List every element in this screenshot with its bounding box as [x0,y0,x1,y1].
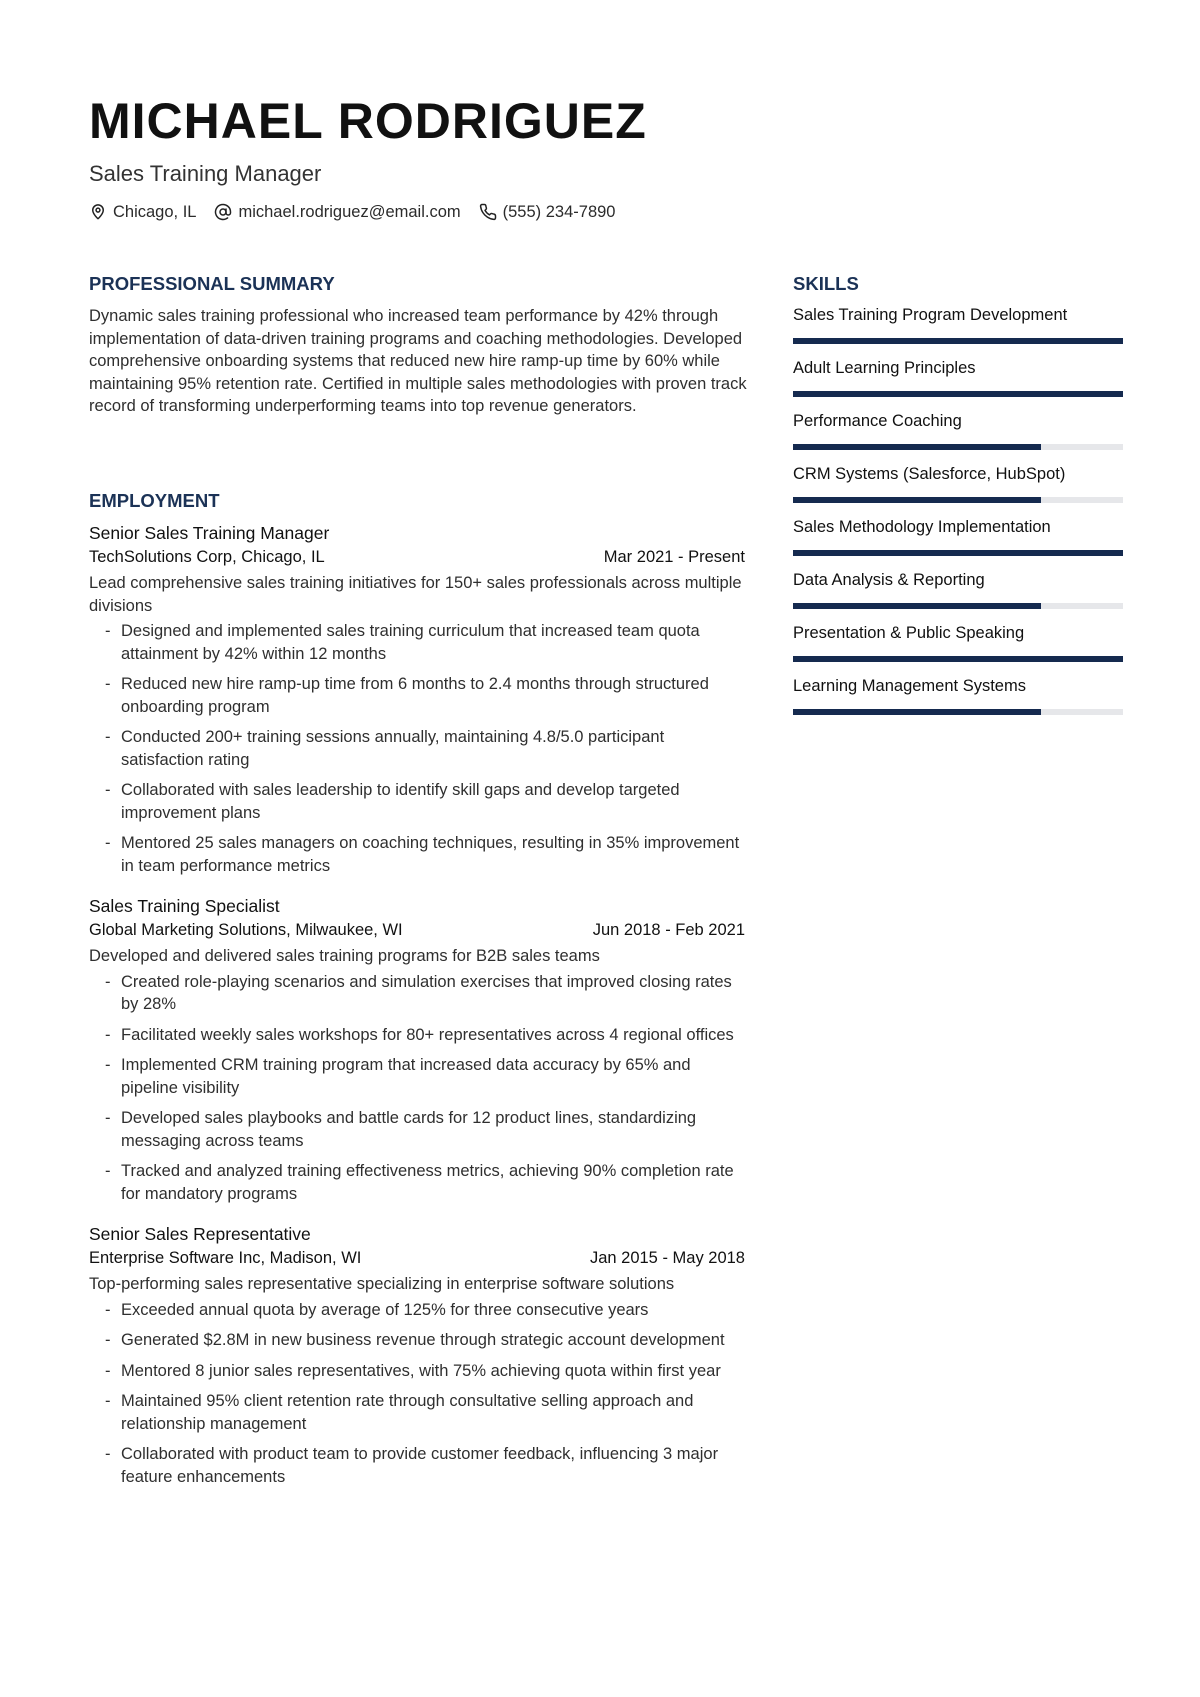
phone-text[interactable]: (555) 234-7890 [502,202,616,221]
skill-level-fill [793,391,1123,397]
job-bullet: - Designed and implemented sales training curriculum that increased team quota attainment by 42% within 12 months [89,620,745,665]
job-bullet: - Implemented CRM training program that increased data accuracy by 65% and pipeline visibility [89,1054,745,1099]
skill-level-fill [793,497,1041,503]
skill-item [793,569,1123,622]
skill-name: Learning Management Systems [793,677,1026,695]
job-dates: Jan 2015 - May 2018 [589,1249,745,1267]
location-text: Chicago, IL [113,202,197,221]
skill-item [793,463,1123,516]
skills-list [793,304,1123,728]
job-company: Enterprise Software Inc, Madison, WI [89,1249,362,1267]
job-bullet: - Facilitated weekly sales workshops for 80+ representatives across 4 regional offices [89,1024,745,1047]
skill-level-fill [793,550,1123,556]
job-bullet: - Mentored 25 sales managers on coaching techniques, resulting in 35% improvement in team performance metrics [89,832,745,877]
job-meta [89,545,745,571]
phone-icon [479,203,497,221]
job-company: Global Marketing Solutions, Milwaukee, WI [89,921,403,939]
skill-level-bar [793,709,1123,715]
contact-email[interactable] [214,203,460,222]
contact-bar [89,200,633,224]
job-bullet: - Collaborated with sales leadership to identify skill gaps and develop targeted improvement plans [89,779,745,824]
location-pin-icon [89,203,107,221]
candidate-title: Sales Training Manager [89,161,322,186]
skill-item [793,675,1123,728]
job-bullet: - Reduced new hire ramp-up time from 6 months to 2.4 months through structured onboarding program [89,673,745,718]
job-meta [89,1246,745,1272]
job-bullet: - Tracked and analyzed training effectiveness metrics, achieving 90% completion rate for mandatory programs [89,1160,745,1205]
skill-level-bar [793,444,1123,450]
skill-level-bar [793,550,1123,556]
job-entry [89,1222,745,1488]
skill-level-bar [793,603,1123,609]
skill-name: Adult Learning Principles [793,359,976,377]
job-bullet: - Maintained 95% client retention rate through consultative selling approach and relationship management [89,1390,745,1435]
skill-level-fill [793,338,1123,344]
job-bullet: - Conducted 200+ training sessions annually, maintaining 4.8/5.0 participant satisfaction rating [89,726,745,771]
employment-list [89,521,745,1505]
skill-item [793,516,1123,569]
job-description: Lead comprehensive sales training initiatives for 150+ sales professionals across multiple divisions [89,574,742,615]
candidate-name: MICHAEL RODRIGUEZ [89,93,647,149]
contact-phone[interactable] [479,203,616,222]
skill-name: Presentation & Public Speaking [793,624,1025,642]
job-bullets [89,1299,745,1489]
at-sign-icon [214,203,232,221]
skill-name: Sales Training Program Development [793,306,1068,324]
job-entry [89,521,745,877]
email-text[interactable]: michael.rodriguez@email.com [238,202,461,221]
job-bullets [89,620,745,877]
summary-heading: PROFESSIONAL SUMMARY [89,273,335,294]
job-dates: Jun 2018 - Feb 2021 [592,921,745,939]
skill-name: Data Analysis & Reporting [793,571,985,589]
job-title: Senior Sales Training Manager [89,523,330,543]
job-title: Senior Sales Representative [89,1224,311,1244]
job-dates: Mar 2021 - Present [603,548,745,566]
job-entry [89,894,745,1205]
skill-level-bar [793,497,1123,503]
skill-item [793,304,1123,357]
skill-item [793,410,1123,463]
job-description: Top-performing sales representative specializing in enterprise software solutions [89,1275,675,1293]
skill-level-fill [793,444,1041,450]
skill-name: CRM Systems (Salesforce, HubSpot) [793,465,1066,483]
job-bullets [89,971,745,1206]
contact-location [89,203,196,222]
job-bullet: - Created role-playing scenarios and simulation exercises that improved closing rates by 28% [89,971,745,1016]
job-bullet: - Mentored 8 junior sales representatives, with 75% achieving quota within first year [89,1360,745,1383]
job-meta [89,918,745,944]
skill-level-bar [793,656,1123,662]
skill-name: Performance Coaching [793,412,962,430]
job-bullet: - Collaborated with product team to provide customer feedback, influencing 3 major feature enhancements [89,1443,745,1488]
skill-level-fill [793,709,1041,715]
skills-heading: SKILLS [793,273,859,294]
skill-item [793,622,1123,675]
skill-level-fill [793,656,1123,662]
skill-level-bar [793,338,1123,344]
job-title: Sales Training Specialist [89,896,280,916]
job-company: TechSolutions Corp, Chicago, IL [89,548,325,566]
skill-level-bar [793,391,1123,397]
skill-item [793,357,1123,410]
skill-name: Sales Methodology Implementation [793,518,1051,536]
employment-heading: EMPLOYMENT [89,490,220,511]
job-bullet: - Exceeded annual quota by average of 125% for three consecutive years [89,1299,745,1322]
skill-level-fill [793,603,1041,609]
summary-text: Dynamic sales training professional who increased team performance by 42% through implementation of data-driven training programs and coaching methodologies. Developed comprehensive onboarding systems that reduced new hire ramp-up time by 60% while maintaining 95% retention rate. Certified in multiple sales methodologies with proven track record of transforming underperforming teams into top revenue generators. [89,307,747,415]
job-bullet: - Generated $2.8M in new business revenue through strategic account development [89,1329,745,1352]
job-bullet: - Developed sales playbooks and battle cards for 12 product lines, standardizing messaging across teams [89,1107,745,1152]
job-description: Developed and delivered sales training programs for B2B sales teams [89,947,600,965]
